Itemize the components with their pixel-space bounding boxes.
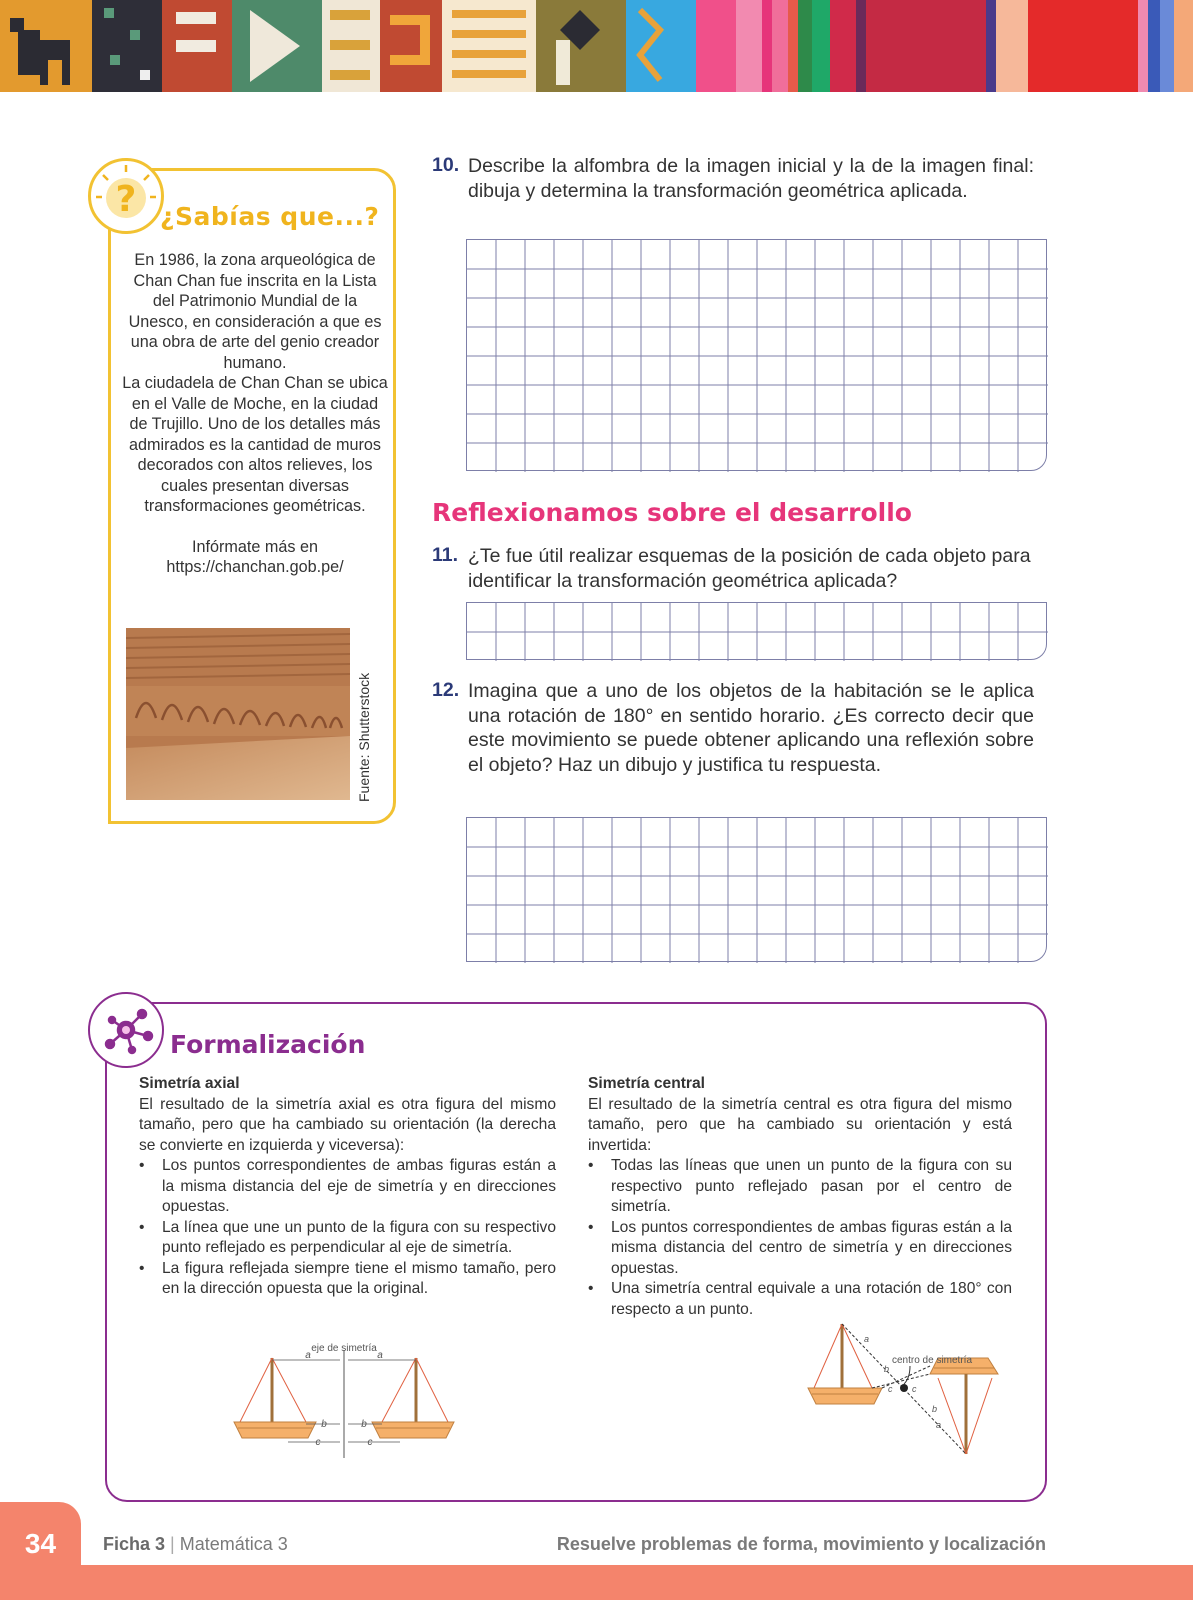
label-b: b — [361, 1419, 367, 1430]
label-a: a — [936, 1420, 942, 1430]
sabias-paragraph: En 1986, la zona arqueológica de Chan Chan fue inscrita en la Lista del Patrimonio Mundial de la Unesco, en consideración a que es una obra de arte del genio creador humano. — [128, 251, 382, 372]
answer-grid-q12[interactable] — [466, 817, 1047, 962]
simetria-axial-intro: El resultado de la simetría axial es otra figura del mismo tamaño, pero que ha cambiado su orientación (la derecha se convierte en izquierda y viceversa): — [139, 1095, 556, 1154]
label-b: b — [932, 1404, 938, 1414]
central-symmetry-figure — [806, 1318, 1006, 1460]
reflexion-section-title: Reflexionamos sobre el desarrollo — [432, 498, 912, 527]
question-10-text: Describe la alfombra de la imagen inicial y la de la imagen final: dibuja y determina la transformación geométrica aplicada. — [468, 155, 1034, 202]
answer-grid-q11[interactable] — [466, 602, 1047, 660]
footer-subject: Matemática 3 — [179, 1534, 288, 1554]
simetria-central-column — [588, 1074, 1012, 1320]
question-mark-icon — [88, 158, 164, 234]
label-c: c — [367, 1437, 373, 1448]
question-11-text: ¿Te fue útil realizar esquemas de la posición de cada objeto para identificar la transformación geométrica aplicada? — [468, 545, 1031, 592]
label-c: c — [888, 1384, 893, 1394]
footer-competence: Resuelve problemas de forma, movimiento y localización — [556, 1534, 1046, 1554]
axis-label: eje de simetría — [311, 1343, 377, 1354]
label-b: b — [884, 1364, 890, 1374]
svg-text:?: ? — [115, 179, 137, 220]
simetria-central-intro: El resultado de la simetría central es otra figura del mismo tamaño, pero que ha cambiado su orientación y está invertida: — [588, 1095, 1012, 1154]
boat-left — [234, 1358, 316, 1438]
label-b: b — [321, 1419, 327, 1430]
list-item: • La línea que une un punto de la figura con su respectivo punto reflejado es perpendicular al eje de simetría. — [162, 1218, 556, 1259]
footer-ficha-label: Ficha 3 — [103, 1534, 166, 1554]
center-label: centro de simetría — [891, 1355, 973, 1366]
footer-ficha — [103, 1534, 288, 1555]
boat-original — [808, 1324, 882, 1404]
formalizacion-title: Formalización — [170, 1030, 366, 1059]
boat-right — [372, 1358, 454, 1438]
simetria-axial-column — [139, 1074, 556, 1300]
question-12-text: Imagina que a uno de los objetos de la habitación se le aplica una rotación de 180° en sentido horario. ¿Es correcto decir que este movimiento se puede obtener aplicando una reflexión sobre el objeto? Haz un dibujo y justifica tu respuesta. — [468, 680, 1034, 776]
label-c: c — [315, 1437, 321, 1448]
label-a: a — [377, 1350, 383, 1361]
list-item: • Una simetría central equivale a una rotación de 180° con respecto a un punto. — [611, 1279, 1012, 1320]
chan-chan-wall-photo — [126, 628, 350, 800]
label-c: c — [912, 1384, 917, 1394]
axial-symmetry-figure — [228, 1340, 460, 1460]
decorative-textile-band — [0, 0, 1193, 92]
boat-reflected — [930, 1358, 998, 1454]
footer-band — [0, 1565, 1193, 1600]
list-item: • Todas las líneas que unen un punto de la figura con su respectivo punto reflejado pasan por el centro de simetría. — [611, 1156, 1012, 1218]
simetria-axial-heading: Simetría axial — [139, 1075, 240, 1092]
sabias-link-text: Infórmate más en https://chanchan.gob.pe/ — [166, 537, 344, 576]
list-item: • La figura reflejada siempre tiene el mismo tamaño, pero en la dirección opuesta que la original. — [162, 1259, 556, 1300]
answer-grid-q10[interactable] — [466, 239, 1047, 471]
photo-credit: Fuente: Shutterstock — [356, 672, 372, 802]
question-11-number: 11. — [432, 544, 459, 566]
question-12-number: 12. — [432, 679, 460, 701]
label-a: a — [305, 1350, 311, 1361]
sabias-que-text — [122, 250, 388, 578]
sabias-que-title: ¿Sabías que...? — [160, 202, 380, 231]
molecule-icon — [88, 992, 164, 1068]
footer-separator: | — [170, 1534, 175, 1554]
sabias-paragraph: La ciudadela de Chan Chan se ubica en el Valle de Moche, en la ciudad de Trujillo. Uno de los detalles más admirados es la cantidad de muros decorados con altos relieves, los cuales presentan diversas transformaciones geométricas. — [122, 374, 388, 515]
simetria-central-heading: Simetría central — [588, 1075, 706, 1092]
question-10-number: 10. — [432, 154, 460, 176]
list-item: • Los puntos correspondientes de ambas figuras están a la misma distancia del centro de simetría y en direcciones opuestas. — [611, 1218, 1012, 1280]
page-number: 34 — [24, 1528, 57, 1559]
label-a: a — [864, 1334, 870, 1344]
list-item: • Los puntos correspondientes de ambas figuras están a la misma distancia del eje de simetría y en direcciones opuestas. — [162, 1156, 556, 1218]
